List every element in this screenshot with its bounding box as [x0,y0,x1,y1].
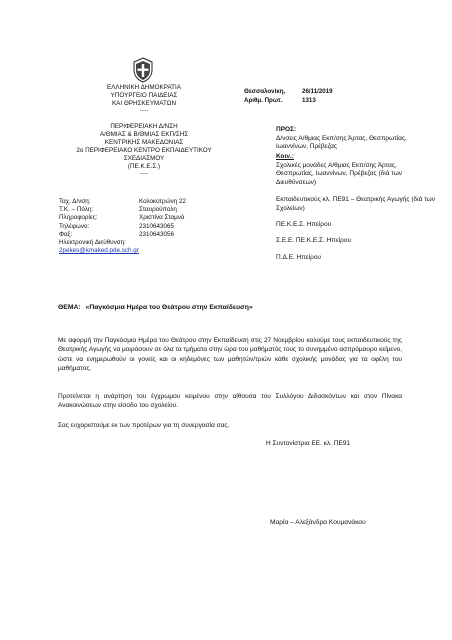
signature-name: Μαρία – Αλεξάνδρα Κουμανάκου [270,519,366,526]
cc-recipient: Σ.Ε.Ε. ΠΕ.Κ.Ε.Σ. Ηπείρου [276,237,352,244]
header-line: (ΠΕ.Κ.Ε.Σ.) [127,163,161,170]
contact-key: Ταχ. Δ/νση: [59,198,91,205]
header-line: Α/ΘΜΙΑΣ & Β/ΘΜΙΑΣ ΕΚΠ/ΣΗΣ [99,131,189,138]
subject-line [58,304,253,311]
subject-label: ΘΕΜΑ: [58,304,81,311]
header-separator: ----- [139,171,149,177]
date-value: 26/11/2019 [302,88,333,95]
header-line: ΥΠΟΥΡΓΕΙΟ ΠΑΙΔΕΙΑΣ [110,92,178,99]
greek-emblem-icon [132,57,154,83]
contact-value: 2310643056 [139,230,175,238]
cc-recipient: ΠΕ.Κ.Ε.Σ. Ηπείρου [276,221,332,228]
contact-key: Τηλέφωνο: [59,222,90,230]
cc-text: Σχολικές μονάδες Α/θμιας Εκπ/σης Άρτας, Θεσπρωτίας, Ιωαννίνων, Πρέβεζας (διά των Διευθύνσεων) [276,161,403,186]
body-paragraph: Προτείνεται η ανάρτηση του έγχρωμου κειμένου στην αίθουσα του Συλλόγου Διδασκόντων και στον Πίνακα Ανακοινώσεων στην είσοδο του σχολείου. [58,393,402,410]
header-line: ΚΕΝΤΡΙΚΗΣ ΜΑΚΕΔΟΝΙΑΣ [104,139,184,146]
body-paragraph: Με αφορμή την Παγκόσμια Ημέρα του Θεάτρου στην Εκπαίδευση στις 27 Νοεμβρίου καλούμε τους εκπαιδευτικούς της Θεατρικής Αγωγής να μοιράσουν σε όλα τα τμήματα στην ώρα του μαθήματός τους το συνημμένο ασπρόμαυρο κείμενο, ώστε να ενημερωθούν οι γονείς και οι κηδεμόνες των μαθητών/τριών κάθε σχολικής μονάδας για τα οφέλη του μαθήματος. [58,337,402,372]
protocol-number: 1313 [302,96,316,104]
issuer-header [66,84,222,178]
header-line: 2ο ΠΕΡΙΦΕΡΕΙΑΚΟ ΚΕΝΤΡΟ ΕΚΠΑΙΔΕΥΤΙΚΟΥ [76,147,212,154]
document-meta [244,88,333,105]
to-label: ΠΡΟΣ: [276,126,297,133]
contact-key: Πληροφορίες: [59,214,98,222]
contact-value: Σταυρούπολη [139,206,177,214]
cc-recipient: Π.Δ.Ε. Ηπείρου [276,254,321,261]
contact-value: Χριστίνα Σταμνά [139,214,185,222]
cc-label: Κοιν.: [276,153,294,160]
body-paragraph: Σας ευχαριστούμε εκ των προτέρων για τη συνεργασία σας. [58,422,230,429]
contact-key: Τ.Κ. – Πόλη: [59,206,94,214]
to-block [276,126,436,152]
protocol-label: Αριθμ. Πρωτ. [244,96,283,104]
header-line: ΣΧΕΔΙΑΣΜΟΥ [123,155,165,162]
place-label: Θεσσαλονίκη, [244,88,286,95]
contact-details [59,198,239,255]
header-line: ΚΑΙ ΘΡΗΣΚΕΥΜΑΤΩΝ [111,100,176,107]
contact-value: Κολοκοτρώνη 22 [139,198,186,205]
header-line: ΠΕΡΙΦΕΡΕΙΑΚΗ Δ/ΝΣΗ [110,123,178,130]
subject-text: «Παγκόσμια Ημέρα του Θεάτρου στην Εκπαίδευση» [85,304,253,311]
signature-role: Η Συντονίστρια ΕΕ. κλ. ΠΕ91 [266,440,351,447]
to-text: Δ/νσεις Α/θμιας Εκπ/σης Άρτας, Θεσπρωτίας, Ιωαννίνων, Πρέβεζας [276,134,407,150]
email-link[interactable]: 2pekes@kmaked.pde.sch.gr [59,247,139,255]
contact-value: 2310643065 [139,222,175,230]
email-label: Ηλεκτρονική Διεύθυνση: [59,239,126,247]
cc-teachers: Εκπαιδευτικούς κλ. ΠΕ91 – Θεατρικής Αγωγής (διά των Σχολείων) [276,196,435,212]
contact-key: Φαξ: [59,230,73,238]
header-line: ΕΛΛΗΝΙΚΗ ΔΗΜΟΚΡΑΤΙΑ [107,84,181,91]
cc-block [276,153,436,187]
header-separator: ----- [139,108,149,114]
